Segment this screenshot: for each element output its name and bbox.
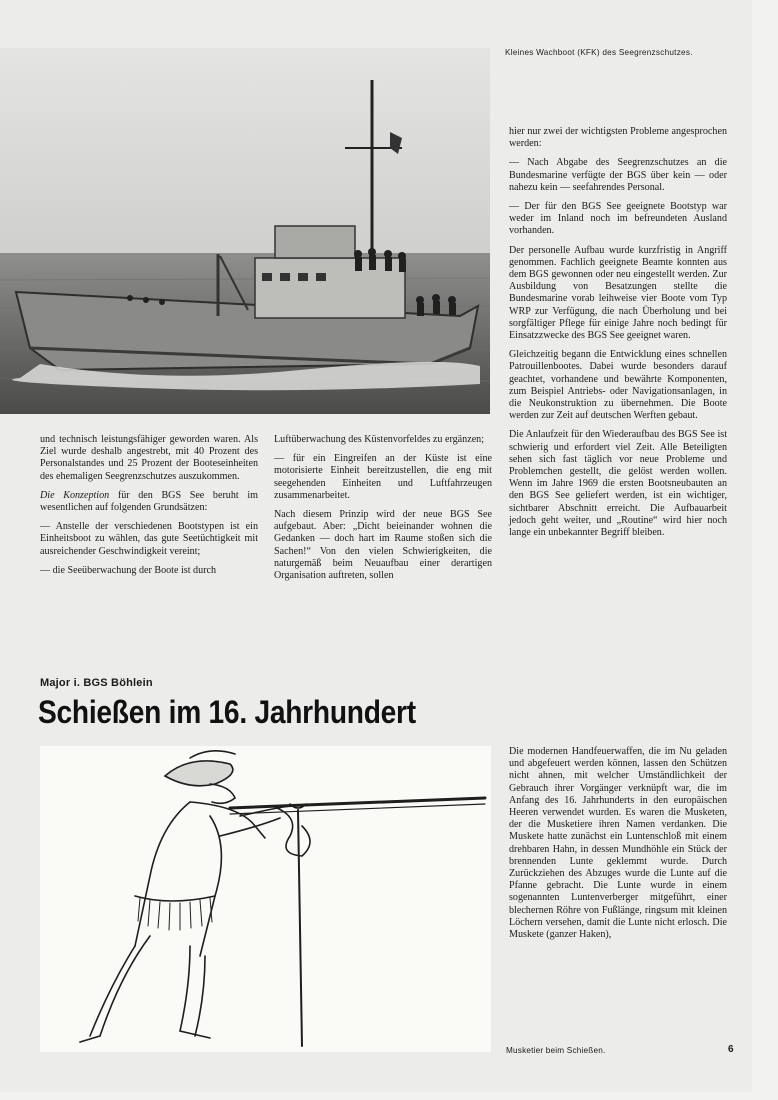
- paragraph: — für ein Eingreifen an der Küste ist eine motorisierte Einheit bereitzustellen, die eng mit seegehenden Einheiten und Luftfahrzeugen zusammenarbeitet.: [274, 453, 492, 501]
- musketeer-illustration: [40, 746, 491, 1052]
- page-number: 6: [728, 1044, 734, 1055]
- paragraph: Die modernen Handfeuerwaffen, die im Nu geladen und abgefeuert werden können, lassen den Schützen nicht ahnen, mit welcher Umständlichkeit der Gebrauch ihrer Vorgänger verknüpft war, die im Anfang des 16. Jahrhunderts in den europäischen Heeren verwendet wurden. Es waren die Musketen, der die Musketiere ihren Namen verdanken. Die Muskete hatte zunächst ein Luntenschloß mit einem drehbaren Hahn, in dessen Mundhöhle ein Stück der brennenden Lunte geklemmt wurde. Durch Zurückziehen des Abzuges wurde die Lunte auf die Pfanne gebracht. Die Lunte wurde in einem sogenannten Luntenverberger mitgeführt, einer blechernen Röhre von Fußlänge, ringsum mit kleinen Löchern versehen, damit die Lunte nicht erlosch. Die Muskete (ganzer Haken),: [509, 746, 727, 941]
- boat-deckhouse: [255, 258, 405, 318]
- paragraph: — die Seeüberwachung der Boote ist durch: [40, 564, 217, 576]
- sky: [0, 48, 490, 258]
- article-column-1: [40, 434, 258, 577]
- paragraph-text: für den BGS See beruht im wesentlichen auf folgenden Grundsätzen:: [40, 489, 258, 514]
- patrol-boat-photo: [0, 48, 490, 414]
- paragraph: Nach diesem Prinzip wird der neue BGS See aufgebaut. Aber: „Dicht beieinander wohnen die Gedanken — doch hart im Raume stoßen sich die Sachen!“ Von den vielen Schwierigkeiten, die naturgemäß beim Neuaufbau einer derartigen Organisation auftreten, sollen: [274, 509, 492, 582]
- paragraph: hier nur zwei der wichtigsten Probleme angesprochen werden:: [509, 126, 727, 150]
- paragraph: Der personelle Aufbau wurde kurzfristig in Angriff genommen. Fachlich geeignete Beamte konnten aus dem BGS gewonnen oder neu eingestellt werden. Zur Ausbildung von Besatzungen stellte die Bundesmarine vorab leihweise vier Boote vom Typ WRP zur Verfügung, die nach Überholung und bei sorgfältiger Pflege für einige Jahre noch bedingt für Einsatzzwecke des BGS See geeignet waren.: [509, 244, 727, 342]
- paragraph: Die Anlaufzeit für den Wiederaufbau des BGS See ist schwierig und erfordert viel Zeit. Alle Beteiligten sehen sich fast täglich vor neue Probleme und Problemchen gestellt, die gelöst werden wollen. Wenn im Jahre 1969 die ersten Bootsneubauten an den BGS See geliefert werden, ist ein wichtiger, sichtbarer Abschnitt erreicht. Die Aufbauarbeit jedoch geht weiter, und „Routine“ wird hier noch lange ein unbekannter Begriff bleiben.: [509, 429, 727, 539]
- paragraph: [40, 490, 258, 514]
- article-column-2: [274, 434, 492, 582]
- paragraph: Gleichzeitig begann die Entwicklung eines schnellen Patrouillenbootes. Dabei wurde besonders darauf geachtet, vorhandene und bewährte Komponenten, zum Beispiel Antriebs- oder Navigationsanlagen, in die Neukonstruktion zu übernehmen. Die Boote werden zur Zeit auf deutschen Werften gebaut.: [509, 349, 727, 422]
- article2-body: [509, 746, 727, 941]
- article-headline: Schießen im 16. Jahrhundert: [38, 694, 416, 730]
- konzeption-emphasis: Die Konzeption: [40, 489, 110, 501]
- paragraph: und technisch leistungsfähiger geworden waren. Als Ziel wurde deshalb angestrebt, mit 40 Prozent des Personalstandes und 25 Prozent der Booteseinheiten des ehemaligen Seegrenzschutzes auszukommen.: [40, 434, 258, 482]
- paragraph: — Nach Abgabe des Seegrenzschutzes an die Bundesmarine verfügte der BGS über kein — oder nahezu kein — seefahrendes Personal.: [509, 157, 727, 193]
- paragraph: — Der für den BGS See geeignete Bootstyp war weder im Inland noch im befreundeten Ausland vorhanden.: [509, 201, 727, 237]
- boat-bridge: [275, 226, 355, 258]
- article-column-3: [509, 126, 727, 539]
- ship-photo-caption: Kleines Wachboot (KFK) des Seegrenzschutzes.: [505, 48, 693, 57]
- paragraph: Luftüberwachung des Küstenvorfeldes zu ergänzen;: [274, 434, 485, 445]
- illustration-caption: Musketier beim Schießen.: [506, 1046, 606, 1055]
- paragraph: — Anstelle der verschiedenen Bootstypen ist ein Einheitsboot zu wählen, das gute Seetüchtigkeit mit ausreichender Geschwindigkeit vereint;: [40, 521, 258, 557]
- article-author: Major i. BGS Böhlein: [40, 677, 153, 689]
